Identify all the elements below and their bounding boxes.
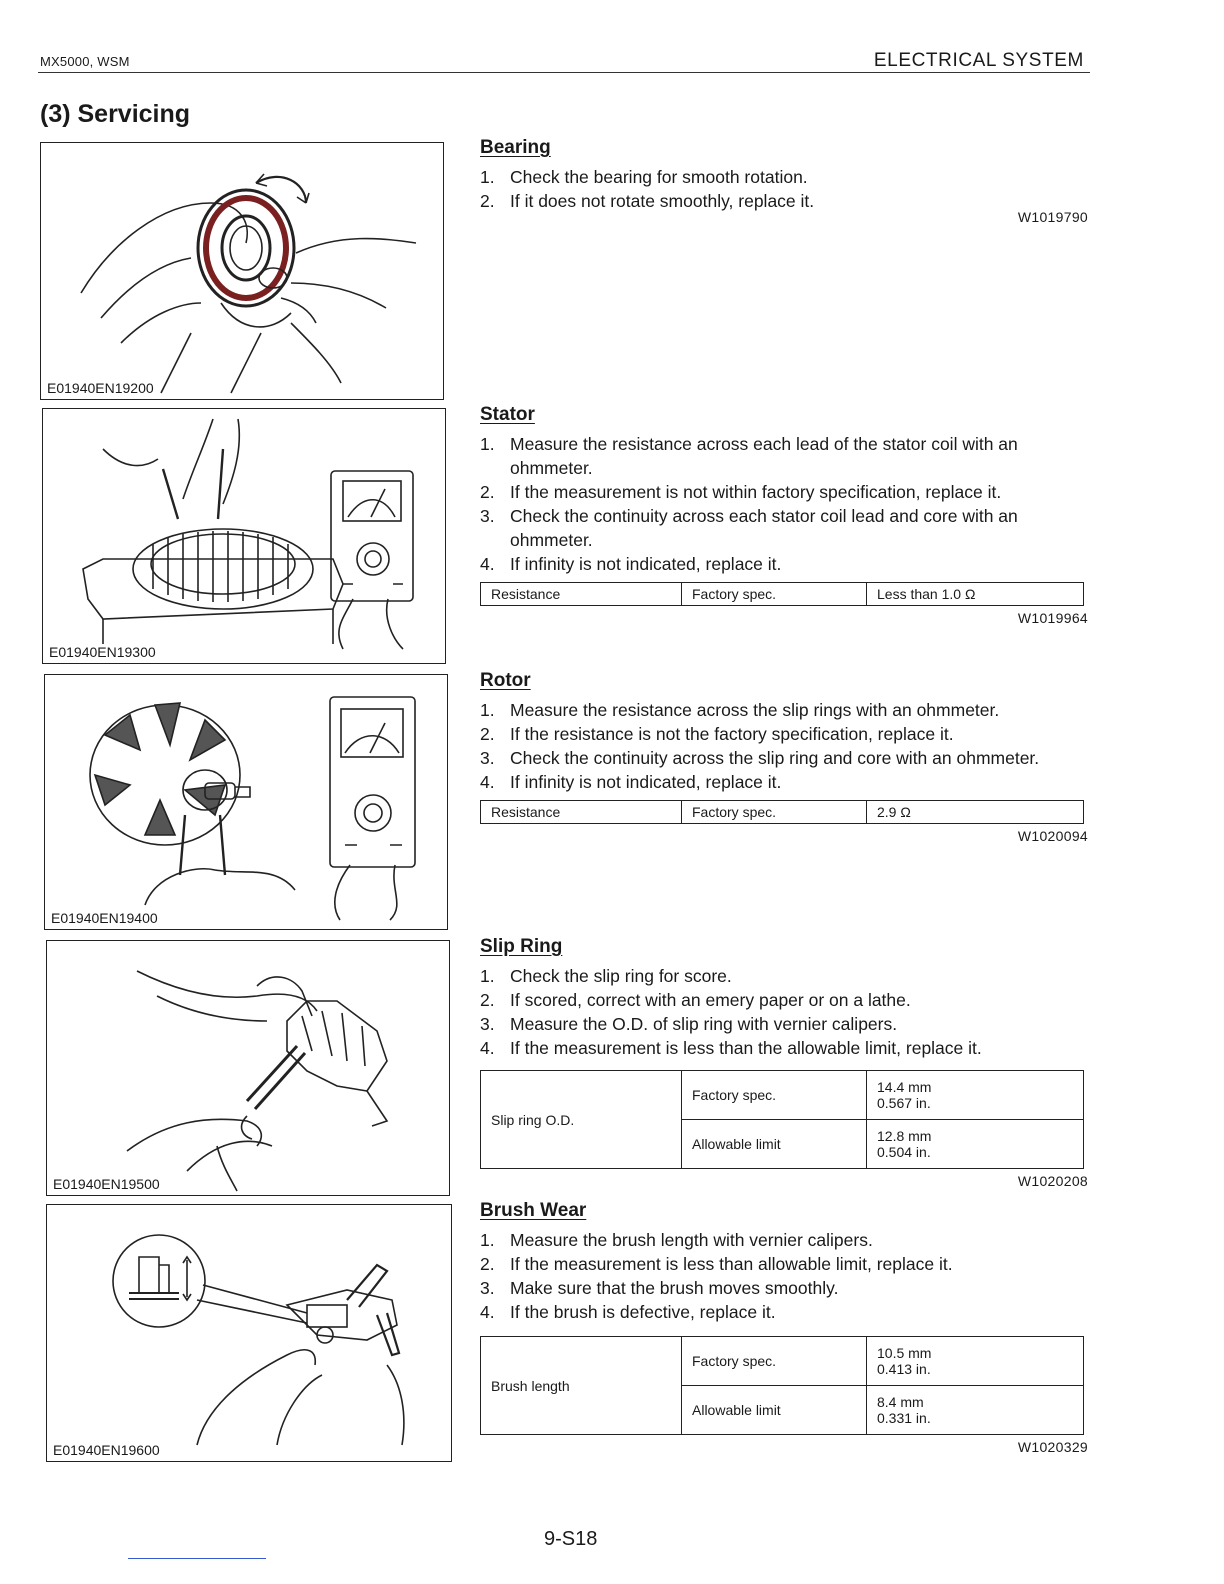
spec-label: Factory spec. xyxy=(682,1071,867,1120)
rotor-code: W1020094 xyxy=(1017,828,1088,844)
spec-value: 2.9 Ω xyxy=(867,801,1084,824)
slip-ring-steps xyxy=(480,964,1088,1060)
spec-label: Factory spec. xyxy=(682,583,867,606)
rotor-title: Rotor xyxy=(480,670,531,691)
stator-title: Stator xyxy=(480,404,535,425)
list-item: 2. If it does not rotate smoothly, replace it. xyxy=(480,191,815,211)
list-item: 3. Check the continuity across the slip ring and core with an ohmmeter. xyxy=(480,748,1040,768)
figure-code: E01940EN19200 xyxy=(47,380,154,396)
header-chapter: ELECTRICAL SYSTEM xyxy=(873,50,1084,71)
list-item: 1. Measure the resistance across the slip rings with an ohmmeter. xyxy=(480,700,1000,720)
spec-label: Factory spec. xyxy=(682,1337,867,1386)
brush-section xyxy=(480,1200,1088,1455)
spec-item: Resistance xyxy=(481,801,682,824)
list-item: 2. If scored, correct with an emery paper or on a lathe. xyxy=(480,990,911,1010)
table-row xyxy=(481,801,1084,824)
spec-item: Brush length xyxy=(481,1337,682,1435)
slip-ring-spec-table xyxy=(480,1070,1084,1169)
spec-value: 10.5 mm 0.413 in. xyxy=(867,1337,1084,1386)
slip-ring-code: W1020208 xyxy=(1017,1173,1088,1189)
list-item: 1. Check the bearing for smooth rotation. xyxy=(480,167,808,187)
list-item: 2. If the measurement is less than allowable limit, replace it. xyxy=(480,1254,953,1274)
list-item: 3. Make sure that the brush moves smoothly. xyxy=(480,1278,839,1298)
spec-item: Resistance xyxy=(481,583,682,606)
header-manual-id: MX5000, WSM xyxy=(40,54,130,69)
figure-stator xyxy=(42,408,446,664)
header-rule xyxy=(38,72,1090,73)
brush-steps xyxy=(480,1228,1088,1324)
stator-code: W1019964 xyxy=(1017,610,1088,626)
stator-spec-table xyxy=(480,582,1084,606)
list-item: 2. If the measurement is not within factory specification, replace it. xyxy=(480,482,1002,502)
section-title: (3) Servicing xyxy=(40,100,191,128)
spec-label: Factory spec. xyxy=(682,801,867,824)
figure-code: E01940EN19300 xyxy=(49,644,156,660)
brush-caliper-illustration xyxy=(47,1205,451,1461)
figure-code: E01940EN19500 xyxy=(53,1176,160,1192)
brush-title: Brush Wear xyxy=(480,1200,587,1221)
slip-ring-section xyxy=(480,936,1088,1189)
list-item: 1. Measure the resistance across each lead of the stator coil with an ohmmeter. xyxy=(480,434,1018,478)
list-item: 4. If infinity is not indicated, replace it. xyxy=(480,554,782,574)
table-row xyxy=(481,1071,1084,1120)
bearing-section xyxy=(480,137,1088,225)
rotor-ohmmeter-illustration xyxy=(45,675,447,929)
slip-ring-title: Slip Ring xyxy=(480,936,563,957)
spec-label: Allowable limit xyxy=(682,1386,867,1435)
stator-section xyxy=(480,404,1088,626)
spec-item: Slip ring O.D. xyxy=(481,1071,682,1169)
table-row xyxy=(481,583,1084,606)
table-row xyxy=(481,1337,1084,1386)
spec-value: 12.8 mm 0.504 in. xyxy=(867,1120,1084,1169)
list-item: 1. Check the slip ring for score. xyxy=(480,966,732,986)
figure-brush xyxy=(46,1204,452,1462)
brush-spec-table xyxy=(480,1336,1084,1435)
bearing-rotation-illustration xyxy=(41,143,443,399)
figure-code: E01940EN19400 xyxy=(51,910,158,926)
slip-ring-caliper-illustration xyxy=(47,941,449,1195)
bearing-code: W1019790 xyxy=(1017,209,1088,225)
spec-value: 8.4 mm 0.331 in. xyxy=(867,1386,1084,1435)
spec-value: Less than 1.0 Ω xyxy=(867,583,1084,606)
page-number: 9-S18 xyxy=(544,1528,598,1550)
footer-rule xyxy=(128,1558,266,1559)
rotor-steps xyxy=(480,698,1088,794)
spec-value: 14.4 mm 0.567 in. xyxy=(867,1071,1084,1120)
list-item: 4. If the measurement is less than the allowable limit, replace it. xyxy=(480,1038,982,1058)
list-item: 1. Measure the brush length with vernier calipers. xyxy=(480,1230,873,1250)
stator-ohmmeter-illustration xyxy=(43,409,445,663)
list-item: 2. If the resistance is not the factory specification, replace it. xyxy=(480,724,954,744)
bearing-steps xyxy=(480,165,1088,213)
list-item: 3. Measure the O.D. of slip ring with vernier calipers. xyxy=(480,1014,898,1034)
list-item: 3. Check the continuity across each stator coil lead and core with an ohmmeter. xyxy=(480,506,1018,550)
list-item: 4. If the brush is defective, replace it. xyxy=(480,1302,776,1322)
figure-bearing xyxy=(40,142,444,400)
rotor-section xyxy=(480,670,1088,844)
spec-label: Allowable limit xyxy=(682,1120,867,1169)
rotor-spec-table xyxy=(480,800,1084,824)
list-item: 4. If infinity is not indicated, replace it. xyxy=(480,772,782,792)
bearing-title: Bearing xyxy=(480,137,551,158)
figure-code: E01940EN19600 xyxy=(53,1442,160,1458)
brush-code: W1020329 xyxy=(1017,1439,1088,1455)
figure-slip-ring xyxy=(46,940,450,1196)
figure-rotor xyxy=(44,674,448,930)
stator-steps xyxy=(480,432,1088,576)
